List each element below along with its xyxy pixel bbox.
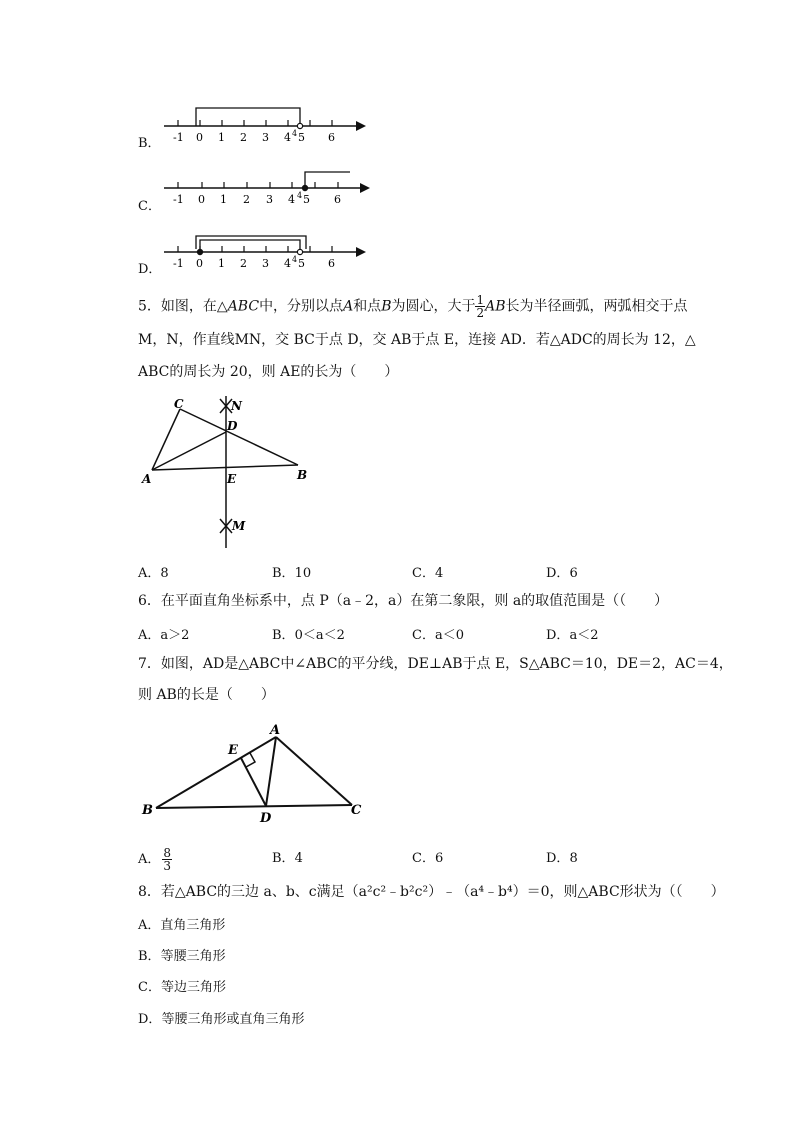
number-line-b [160,104,370,148]
half-fraction: $\frac{1}{2}$ [476,293,485,320]
q8-option-b[interactable]: B．等腰三角形 [138,949,226,964]
label-c: C [174,397,184,411]
label-m: M [232,519,246,533]
tick-label: 0 [196,257,203,270]
q7-option-c[interactable]: C．6 [412,851,444,866]
tick-label: 4 [284,257,291,270]
q7-figure [140,720,370,830]
tick-label-special: 4 [297,191,303,200]
q5-option-c[interactable]: C．4 [412,566,444,581]
label-d: D [227,419,238,433]
tick-label: 2 [240,131,247,144]
label-d: D [260,811,272,826]
tick-label: 5 [298,257,305,270]
q6-option-d[interactable]: D．a＜2 [546,628,599,643]
option-c-label: C． [138,199,161,214]
tick-label: 1 [220,193,227,206]
tick-label: -1 [173,257,184,270]
q5-line-3: ABC的周长为 20，则 AE的长为（ ） [138,364,399,380]
q7-line-2: 则 AB的长是（ ） [138,687,275,703]
label-a: A [142,472,152,486]
tick-label: -1 [173,131,184,144]
q8-option-a[interactable]: A．直角三角形 [138,918,226,933]
q6-option-b[interactable]: B．0＜a＜2 [272,628,345,643]
label-c: C [351,803,362,818]
tick-label: 3 [262,131,269,144]
tick-label: 2 [243,193,250,206]
q7-line-1: 7．如图，AD是△ABC中∠ABC的平分线，DE⊥AB于点 E，S△ABC＝10，DE＝2，AC＝4， [138,656,733,672]
option-d-label: D． [138,262,162,277]
tick-label: 6 [328,257,335,270]
tick-label: 4 [284,131,291,144]
tick-label-special: 4 [292,255,298,264]
q7-option-a[interactable]: A． $\frac{8}{3}$ [138,846,172,873]
q5-option-b[interactable]: B．10 [272,566,312,581]
tick-label: 0 [198,193,205,206]
q7-option-d[interactable]: D．8 [546,851,578,866]
label-e: E [228,743,238,758]
number-line-c [160,166,374,210]
tick-label: 1 [218,257,225,270]
tick-label: -1 [173,193,184,206]
q6-option-c[interactable]: C．a＜0 [412,628,464,643]
tick-label: 1 [218,131,225,144]
q6-option-a[interactable]: A．a＞2 [138,628,190,643]
tick-label: 6 [334,193,341,206]
label-a: A [270,723,281,738]
label-e: E [227,472,237,486]
q5-line-1: 5．如图，在△ABC中，分别以点A和点B为圆心，大于 $\frac{1}{2}$ AB长为半径画弧，两弧相交于点 [138,293,688,320]
q7-option-b[interactable]: B．4 [272,851,303,866]
label-b: B [297,468,308,482]
q5-line-2: M，N，作直线MN，交 BC于点 D，交 AB于点 E，连接 AD．若△ADC的周长为 12，△ [138,332,696,348]
q6-line: 6．在平面直角坐标系中，点 P（a﹣2，a）在第二象限，则 a的取值范围是（（ ） [138,593,669,609]
q5-option-d[interactable]: D．6 [546,566,578,581]
tick-label: 5 [298,131,305,144]
tick-label: 2 [240,257,247,270]
tick-label: 0 [196,131,203,144]
tick-label: 4 [288,193,295,206]
label-n: N [231,399,242,413]
q5-option-a[interactable]: A．8 [138,566,169,581]
q8-option-d[interactable]: D．等腰三角形或直角三角形 [138,1012,305,1027]
q8-option-c[interactable]: C．等边三角形 [138,980,226,995]
tick-label: 5 [303,193,310,206]
q5-figure [140,392,320,552]
tick-label: 3 [262,257,269,270]
tick-label: 3 [266,193,273,206]
label-b: B [142,803,153,818]
option-a-fraction: $\frac{8}{3}$ [163,846,172,873]
tick-label: 6 [328,131,335,144]
option-b-label: B． [138,136,161,151]
number-line-d [160,230,370,274]
tick-label-special: 4 [292,129,298,138]
q8-line: 8．若△ABC的三边 a、b、c满足（a²c²﹣b²c²）﹣（a⁴﹣b⁴）＝0，则△ABC形状为（（ ） [138,884,725,900]
